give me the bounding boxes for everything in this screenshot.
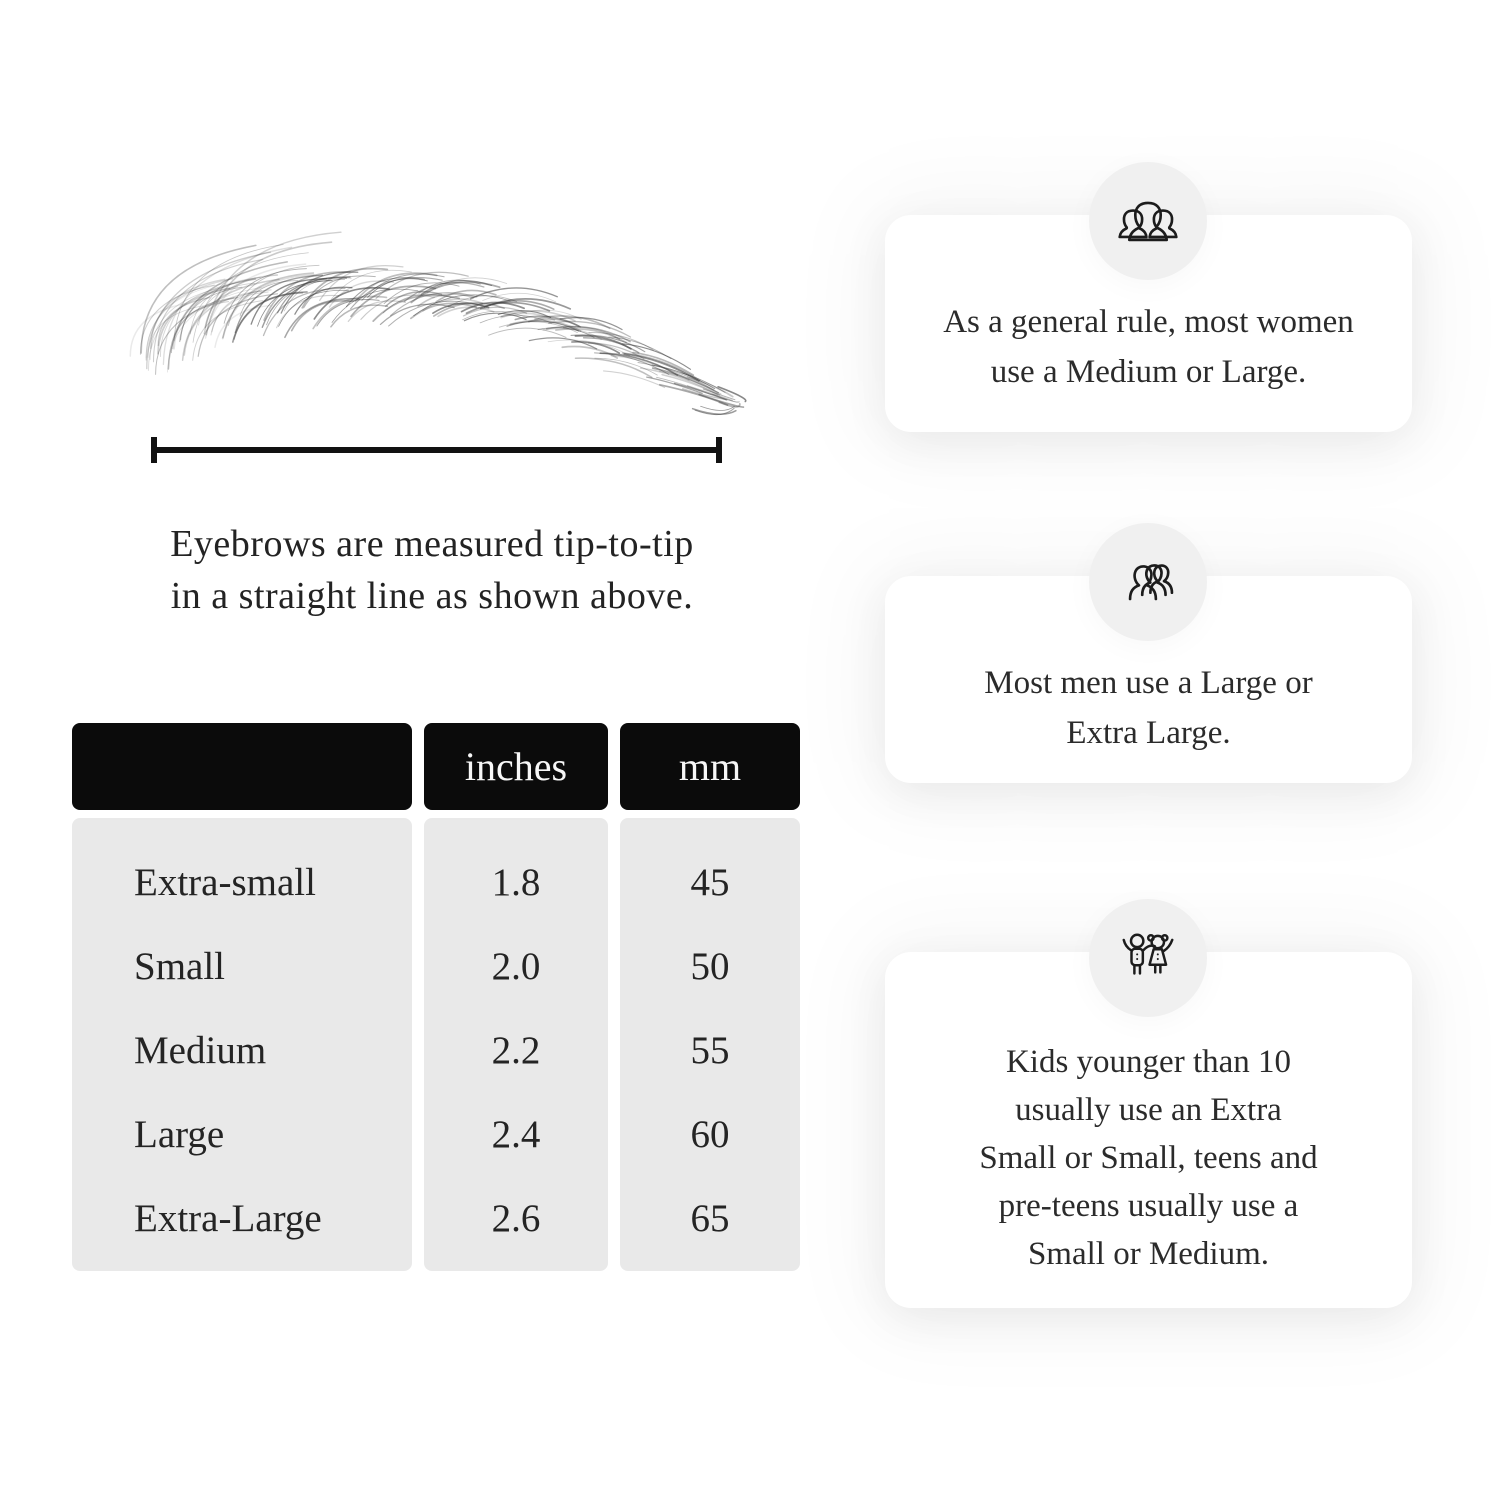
size-label: Small: [134, 944, 226, 988]
size-table: [72, 723, 800, 1271]
inches-value: 2.0: [491, 944, 541, 988]
measurement-caption: [72, 518, 792, 622]
caption-line-1: Eyebrows are measured tip-to-tip: [170, 523, 694, 565]
card-kids-line-4: pre-teens usually use a: [998, 1188, 1299, 1224]
inches-value: 2.6: [491, 1196, 541, 1240]
card-women-line-1: As a general rule, most women: [943, 304, 1354, 340]
kids-icon: [1115, 925, 1181, 991]
mm-value: 45: [690, 860, 730, 904]
size-table-inches-column: [424, 818, 608, 1271]
size-table-header-inches: inches: [424, 723, 608, 810]
card-kids-line-5: Small or Medium.: [1027, 1236, 1270, 1272]
mm-value: 60: [690, 1112, 730, 1156]
card-men-line-2: Extra Large.: [1066, 715, 1231, 751]
mm-value: 65: [690, 1196, 730, 1240]
card-kids-line-1: Kids younger than 10: [1005, 1044, 1292, 1080]
mm-value: 50: [690, 944, 730, 988]
size-label: Extra-Large: [134, 1196, 322, 1240]
women-group-icon: [1115, 188, 1181, 254]
men-group-icon: [1115, 549, 1181, 615]
caption-line-2: in a straight line as shown above.: [170, 575, 694, 617]
size-label: Large: [134, 1112, 225, 1156]
inches-value: 2.2: [491, 1028, 541, 1072]
inches-value: 1.8: [491, 860, 541, 904]
size-table-header-size: [72, 723, 412, 810]
inches-value: 2.4: [491, 1112, 541, 1156]
card-kids-line-2: usually use an Extra: [1015, 1092, 1282, 1128]
size-label: Medium: [134, 1028, 267, 1072]
women-icon-circle: [1089, 162, 1207, 280]
mm-value: 55: [690, 1028, 730, 1072]
size-label: Extra-small: [134, 860, 316, 904]
card-men-line-1: Most men use a Large or: [984, 665, 1313, 701]
size-table-label-column: [72, 818, 412, 1271]
card-kids-line-3: Small or Small, teens and: [979, 1140, 1318, 1176]
measurement-line: [151, 447, 722, 453]
card-women-line-2: use a Medium or Large.: [990, 354, 1307, 390]
men-icon-circle: [1089, 523, 1207, 641]
size-table-mm-column: [620, 818, 800, 1271]
size-table-header-mm: mm: [620, 723, 800, 810]
kids-icon-circle: [1089, 899, 1207, 1017]
